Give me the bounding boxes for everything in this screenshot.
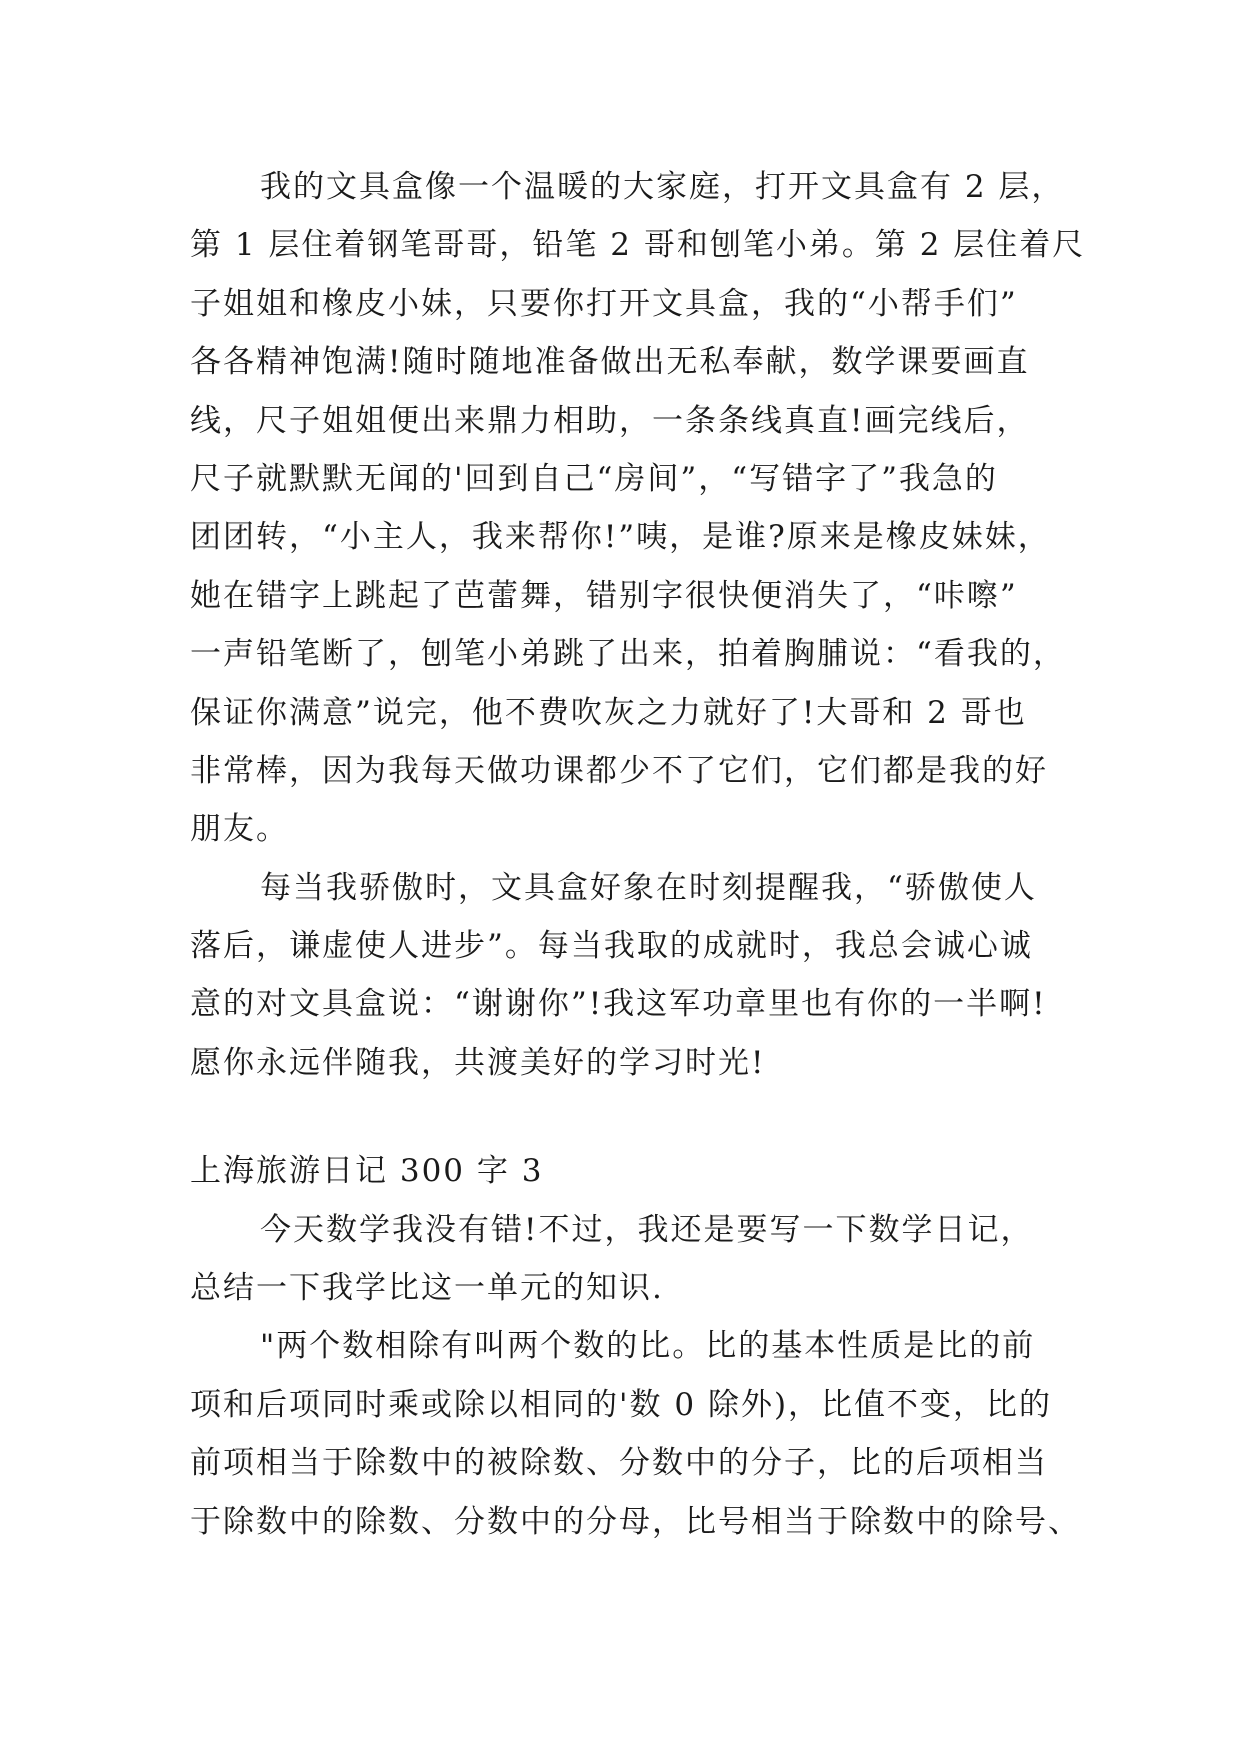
paragraph-1-line: 团团转，“小主人，我来帮你!”咦，是谁?原来是橡皮妹妹， xyxy=(190,519,1051,556)
paragraph-4-line: 于除数中的除数、分数中的分母，比号相当于除数中的除号、 xyxy=(190,1503,1081,1540)
paragraph-1-line: 尺子就默默无闻的'回到自己“房间”，“写错字了”我急的 xyxy=(190,460,998,497)
paragraph-1-line: 朋友。 xyxy=(190,811,289,848)
paragraph-1-line: 我的文具盒像一个温暖的大家庭，打开文具盒有 2 层， xyxy=(260,169,1065,205)
paragraph-4-line: 项和后项同时乘或除以相同的'数 0 除外)，比值不变，比的 xyxy=(190,1386,1053,1423)
paragraph-4-line: "两个数相除有叫两个数的比。比的基本性质是比的前 xyxy=(260,1328,1036,1365)
paragraph-2-line: 落后，谦虚使人进步”。每当我取的成就时，我总会诚心诚 xyxy=(190,928,1033,965)
paragraph-1-line: 子姐姐和橡皮小妹，只要你打开文具盒，我的“小帮手们” xyxy=(190,285,1018,322)
paragraph-3-line: 今天数学我没有错!不过，我还是要写一下数学日记， xyxy=(260,1211,1034,1248)
paragraph-2-line: 每当我骄傲时，文具盒好象在时刻提醒我，“骄傲使人 xyxy=(260,869,1037,906)
paragraph-1-line: 线，尺子姐姐便出来鼎力相助，一条条线真直!画完线后， xyxy=(190,402,1030,439)
paragraph-1-line: 保证你满意”说完，他不费吹灰之力就好了!大哥和 2 哥也 xyxy=(190,694,1027,731)
paragraph-1-line: 第 1 层住着钢笔哥哥，铅笔 2 哥和刨笔小弟。第 2 层住着尺 xyxy=(190,227,1086,264)
paragraph-3-line: 总结一下我学比这一单元的知识. xyxy=(190,1270,664,1307)
section-heading: 上海旅游日记 300 字 3 xyxy=(190,1153,544,1190)
paragraph-1-line: 非常棒，因为我每天做功课都少不了它们，它们都是我的好 xyxy=(190,752,1048,789)
document-body xyxy=(190,158,1090,1551)
paragraph-1-line: 各各精神饱满!随时随地准备做出无私奉献，数学课要画直 xyxy=(190,344,1030,381)
paragraph-2-line: 愿你永远伴随我，共渡美好的学习时光! xyxy=(190,1044,766,1081)
paragraph-4-line: 前项相当于除数中的被除数、分数中的分子，比的后项相当 xyxy=(190,1445,1048,1482)
paragraph-1-line: 一声铅笔断了，刨笔小弟跳了出来，拍着胸脯说：“看我的， xyxy=(190,636,1066,673)
paragraph-2-line: 意的对文具盒说：“谢谢你”!我这军功章里也有你的一半啊! xyxy=(190,986,1047,1023)
paragraph-1-line: 她在错字上跳起了芭蕾舞，错别字很快便消失了，“咔嚓” xyxy=(190,577,1018,614)
